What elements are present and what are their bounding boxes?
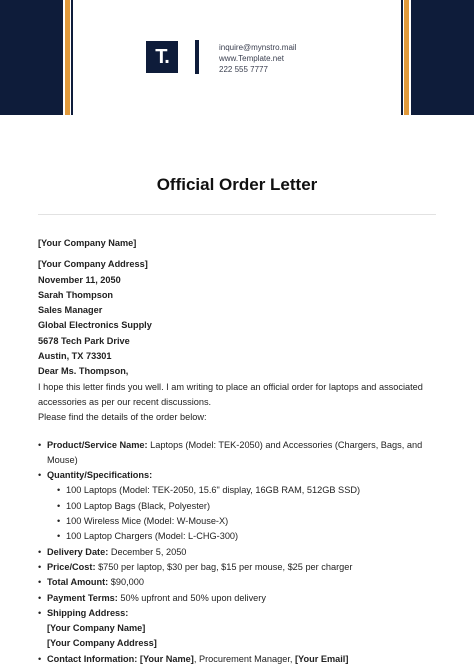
list-item-quantity: • Quantity/Specifications: • 100 Laptops (Model: TEK-2050, 15.6" display, 16GB RAM, 512GB SSD) • 100 Laptop Bags (Black, Polyester) • 100 Wireless Mice (Model: W-Mouse-X) • 100 Laptop Chargers (Model: L-CHG-300) — [38, 468, 438, 544]
left-thin-stripe — [71, 0, 73, 115]
list-item-total: • Total Amount: $90,000 — [38, 575, 438, 590]
list-item-shipping: • Shipping Address: [Your Company Name] [Your Company Address] — [38, 606, 438, 652]
list-item-contact: • Contact Information: [Your Name], Procurement Manager, [Your Email] — [38, 652, 438, 667]
letter-body — [38, 236, 438, 667]
email-text: inquire@mynstro.mail — [219, 43, 297, 52]
recipient-city: Austin, TX 73301 — [38, 351, 112, 362]
website-text: www.Template.net — [219, 54, 284, 63]
recipient-company: Global Electronics Supply — [38, 320, 152, 331]
shipping-line-2: [Your Company Address] — [47, 638, 157, 649]
company-logo: T. — [146, 41, 178, 73]
recipient-title: Sales Manager — [38, 305, 103, 316]
header-divider — [195, 40, 199, 74]
phone-text: 222 555 7777 — [219, 65, 268, 74]
sender-company-address: [Your Company Address] — [38, 259, 148, 270]
sublist-item: • 100 Wireless Mice (Model: W-Mouse-X) — [57, 514, 438, 529]
list-item-payment: • Payment Terms: 50% upfront and 50% upon delivery — [38, 591, 438, 606]
left-accent-stripe — [65, 0, 70, 115]
sublist-item: • 100 Laptop Chargers (Model: L-CHG-300) — [57, 529, 438, 544]
letterhead — [0, 0, 474, 115]
order-details-list — [38, 438, 438, 667]
right-thin-stripe — [401, 0, 403, 115]
quantity-sublist — [47, 483, 438, 544]
list-item-product: • Product/Service Name: Laptops (Model: TEK-2050) and Accessories (Chargers, Bags, and Mouse) — [38, 438, 438, 469]
right-navy-band — [411, 0, 474, 115]
left-navy-band — [0, 0, 63, 115]
salutation: Dear Ms. Thompson, — [38, 366, 129, 377]
right-accent-stripe — [404, 0, 409, 115]
sublist-item: • 100 Laptops (Model: TEK-2050, 15.6" display, 16GB RAM, 512GB SSD) — [57, 483, 438, 498]
recipient-street: 5678 Tech Park Drive — [38, 335, 130, 346]
sublist-item: • 100 Laptop Bags (Black, Polyester) — [57, 499, 438, 514]
letter-date: November 11, 2050 — [38, 274, 121, 285]
recipient-name: Sarah Thompson — [38, 289, 114, 300]
list-item-delivery: • Delivery Date: December 5, 2050 — [38, 545, 438, 560]
page-title: Official Order Letter — [156, 175, 318, 194]
details-intro: Please find the details of the order below: — [38, 412, 207, 423]
title-rule — [38, 214, 436, 215]
intro-paragraph: I hope this letter finds you well. I am writing to place an official order for laptops and associated accessories as per our recent discussions. — [38, 381, 423, 407]
list-item-price: • Price/Cost: $750 per laptop, $30 per bag, $15 per mouse, $25 per charger — [38, 560, 438, 575]
shipping-line-1: [Your Company Name] — [47, 623, 146, 634]
contact-block — [219, 42, 296, 75]
sender-company-name: [Your Company Name] — [38, 238, 137, 248]
